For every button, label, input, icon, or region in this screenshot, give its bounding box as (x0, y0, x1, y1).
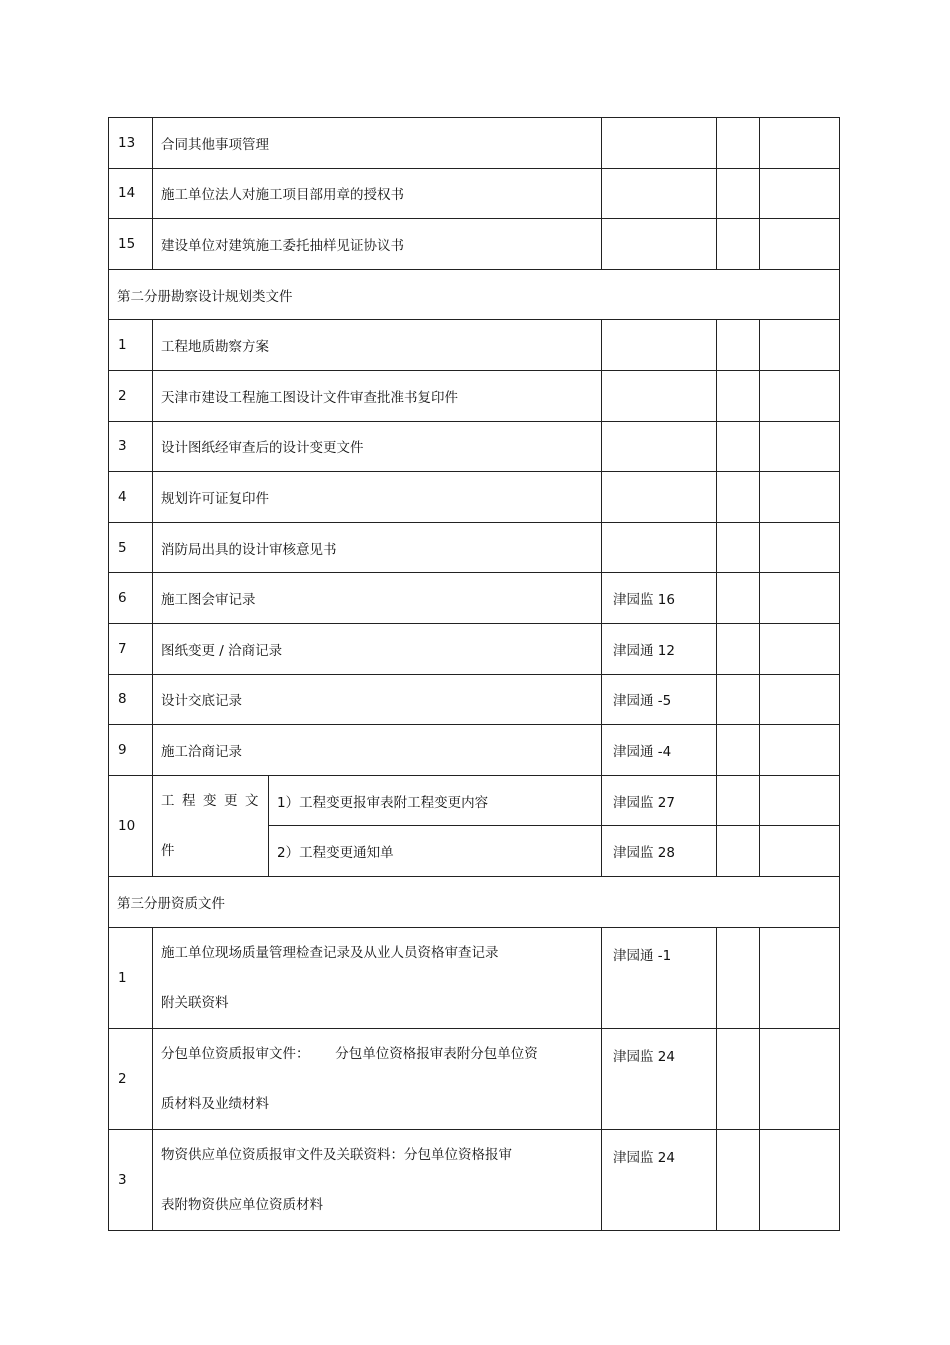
row-number: 1 (109, 320, 153, 371)
table-row (109, 118, 840, 169)
form-code: 津园监 28 (602, 826, 717, 877)
document-name: 建设单位对建筑施工委托抽样见证协议书 (153, 219, 602, 270)
form-code (602, 168, 717, 219)
table-row (109, 775, 840, 826)
row-number: 15 (109, 219, 153, 270)
check-cell (717, 826, 760, 877)
row-number: 8 (109, 674, 153, 725)
table-row (109, 623, 840, 674)
section-header-row (109, 876, 840, 927)
remark-cell (760, 219, 840, 270)
document-name: 施工单位法人对施工项目部用章的授权书 (153, 168, 602, 219)
check-cell (717, 219, 760, 270)
check-cell (717, 1028, 760, 1129)
remark-cell (760, 573, 840, 624)
document-name (153, 1028, 602, 1129)
check-cell (717, 522, 760, 573)
document-name-line1: 分包单位资质报审文件： 分包单位资格报审表附分包单位资 (161, 1045, 538, 1062)
row-number: 1 (109, 927, 153, 1028)
remark-cell (760, 826, 840, 877)
document-name: 设计交底记录 (153, 674, 602, 725)
table-row (109, 725, 840, 776)
section-title: 第三分册资质文件 (109, 876, 840, 927)
document-name: 工程地质勘察方案 (153, 320, 602, 371)
form-code: 津园监 24 (602, 1028, 717, 1129)
document-group-name (153, 775, 269, 876)
table-row (109, 168, 840, 219)
document-name-line2: 附关联资料 (161, 994, 229, 1011)
row-number: 6 (109, 573, 153, 624)
document-name: 图纸变更 / 洽商记录 (153, 623, 602, 674)
form-code (602, 421, 717, 472)
remark-cell (760, 118, 840, 169)
table-row (109, 522, 840, 573)
check-cell (717, 168, 760, 219)
check-cell (717, 775, 760, 826)
row-number: 4 (109, 472, 153, 523)
row-number: 13 (109, 118, 153, 169)
check-cell (717, 623, 760, 674)
document-name-line1: 施工单位现场质量管理检查记录及从业人员资格审查记录 (161, 944, 499, 961)
row-number: 2 (109, 1028, 153, 1129)
document-name (153, 927, 602, 1028)
check-cell (717, 927, 760, 1028)
section-header-row (109, 269, 840, 320)
form-code (602, 472, 717, 523)
table-row (109, 421, 840, 472)
check-cell (717, 118, 760, 169)
document-name: 规划许可证复印件 (153, 472, 602, 523)
check-cell (717, 320, 760, 371)
row-number: 9 (109, 725, 153, 776)
form-code: 津园通 12 (602, 623, 717, 674)
remark-cell (760, 421, 840, 472)
row-number: 14 (109, 168, 153, 219)
remark-cell (760, 1028, 840, 1129)
form-code (602, 522, 717, 573)
table-row (109, 320, 840, 371)
document-name: 设计图纸经审查后的设计变更文件 (153, 421, 602, 472)
form-code (602, 118, 717, 169)
form-code: 津园监 24 (602, 1129, 717, 1230)
remark-cell (760, 674, 840, 725)
table-row (109, 674, 840, 725)
group-name-line2: 件 (161, 842, 175, 859)
table-row (109, 927, 840, 1028)
check-cell (717, 472, 760, 523)
remark-cell (760, 725, 840, 776)
document-name (153, 1129, 602, 1230)
row-number: 3 (109, 1129, 153, 1230)
form-code: 津园通 -4 (602, 725, 717, 776)
remark-cell (760, 927, 840, 1028)
check-cell (717, 573, 760, 624)
row-number: 5 (109, 522, 153, 573)
remark-cell (760, 472, 840, 523)
archive-index-table (108, 117, 840, 1231)
remark-cell (760, 522, 840, 573)
document-name-line2: 表附物资供应单位资质材料 (161, 1196, 323, 1213)
document-name: 合同其他事项管理 (153, 118, 602, 169)
row-number: 10 (109, 775, 153, 876)
remark-cell (760, 775, 840, 826)
sub-document-name: 2）工程变更通知单 (269, 826, 602, 877)
check-cell (717, 1129, 760, 1230)
form-code (602, 370, 717, 421)
section-title: 第二分册勘察设计规划类文件 (109, 269, 840, 320)
row-number: 3 (109, 421, 153, 472)
form-code: 津园通 -5 (602, 674, 717, 725)
form-code: 津园通 -1 (602, 927, 717, 1028)
table-row (109, 219, 840, 270)
check-cell (717, 674, 760, 725)
document-name: 天津市建设工程施工图设计文件审查批准书复印件 (153, 370, 602, 421)
table-row (109, 472, 840, 523)
form-code (602, 219, 717, 270)
remark-cell (760, 168, 840, 219)
table-row (109, 1129, 840, 1230)
form-code: 津园监 16 (602, 573, 717, 624)
group-name-line1: 工程变更文 (161, 792, 266, 809)
remark-cell (760, 1129, 840, 1230)
document-name-line2: 质材料及业绩材料 (161, 1095, 269, 1112)
check-cell (717, 370, 760, 421)
check-cell (717, 421, 760, 472)
sub-document-name: 1）工程变更报审表附工程变更内容 (269, 775, 602, 826)
remark-cell (760, 320, 840, 371)
document-name: 施工洽商记录 (153, 725, 602, 776)
remark-cell (760, 370, 840, 421)
row-number: 7 (109, 623, 153, 674)
document-name-line1: 物资供应单位资质报审文件及关联资料：分包单位资格报审 (161, 1146, 512, 1163)
table-row (109, 370, 840, 421)
document-name: 施工图会审记录 (153, 573, 602, 624)
remark-cell (760, 623, 840, 674)
document-name: 消防局出具的设计审核意见书 (153, 522, 602, 573)
form-code (602, 320, 717, 371)
table-row (109, 1028, 840, 1129)
row-number: 2 (109, 370, 153, 421)
check-cell (717, 725, 760, 776)
table-row (109, 573, 840, 624)
form-code: 津园监 27 (602, 775, 717, 826)
